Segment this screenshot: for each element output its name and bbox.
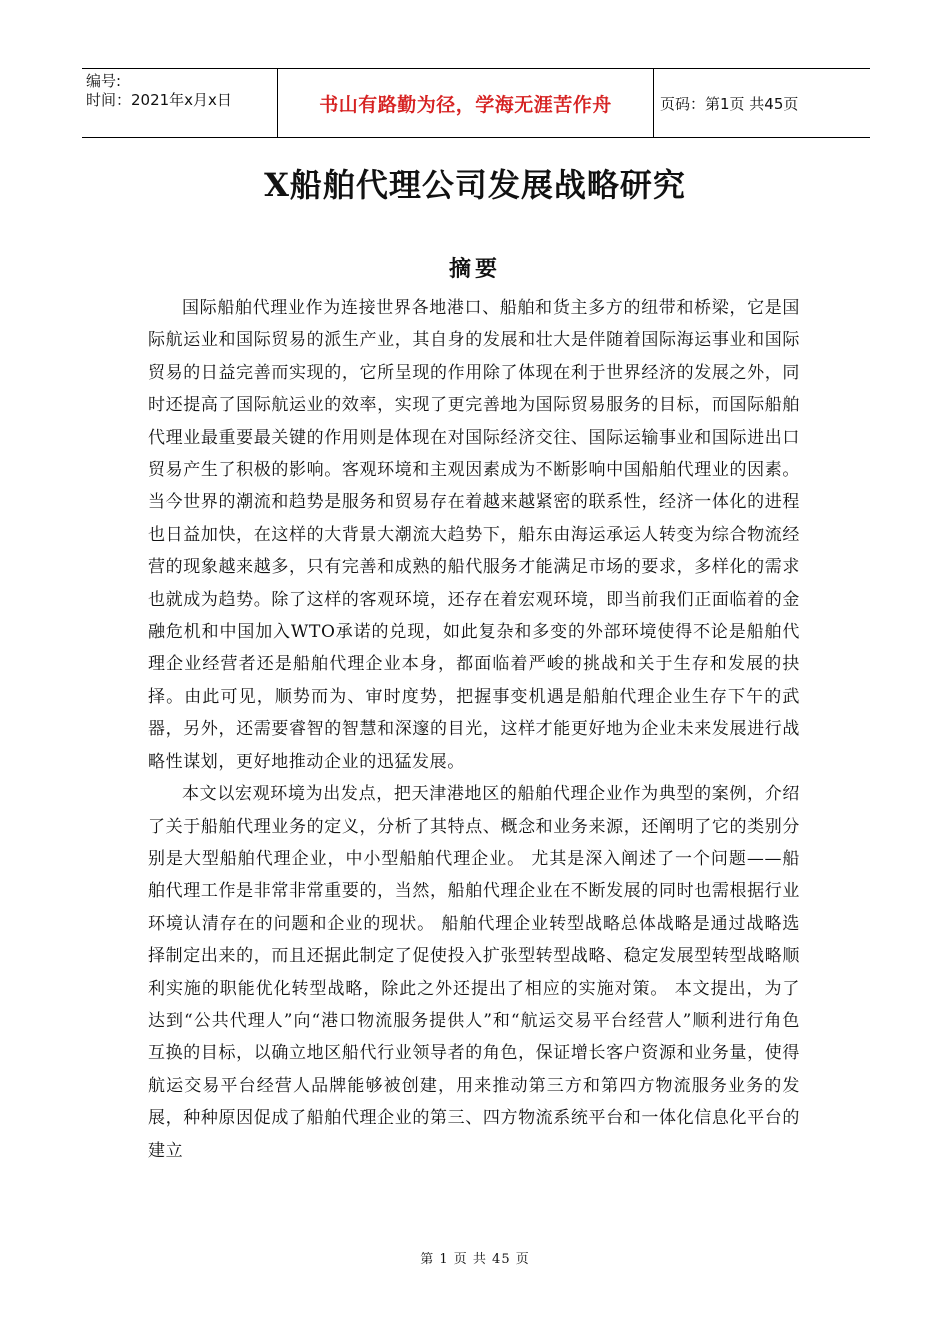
abstract-body [148,292,800,1167]
header-motto: 书山有路勤为径，学海无涯苦作舟 [278,69,654,137]
document-header [82,68,870,138]
abstract-paragraph: 本文以宏观环境为出发点，把天津港地区的船舶代理企业作为典型的案例，介绍了关于船舶代理业务的定义，分析了其特点、概念和业务来源，还阐明了它的类别分别是大型船舶代理企业，中小型船舶代理企业。 尤其是深入阐述了一个问题——船舶代理工作是非常非常重要的，当然，船舶代理企业在不断发展的同时也需根据行业环境认清存在的问题和企业的现状。 船舶代理企业转型战略总体战略是通过战略选择制定出来的，而且还据此制定了促使投入扩张型转型战略、稳定发展型转型战略顺利实施的职能优化转型战略，除此之外还提出了相应的实施对策。 本文提出，为了达到“公共代理人”向“港口物流服务提供人”和“航运交易平台经营人”顺利进行角色互换的目标，以确立地区船代行业领导者的角色，保证增长客户资源和业务量，使得航运交易平台经营人品牌能够被创建，用来推动第三方和第四方物流服务业务的发展，种种原因促成了船舶代理企业的第三、四方物流系统平台和一体化信息化平台的建立 [148,784,800,1161]
document-number-label: 编号: [86,72,122,90]
page-footer: 第 1 页 共 45 页 [420,1252,530,1267]
header-meta-cell [82,69,278,137]
abstract-paragraph: 国际船舶代理业作为连接世界各地港口、船舶和货主多方的纽带和桥梁，它是国际航运业和国际贸易的派生产业，其自身的发展和壮大是伴随着国际海运事业和国际贸易的日益完善而实现的，它所呈现的作用除了体现在利于世界经济的发展之外，同时还提高了国际航运业的效率，实现了更完善地为国际贸易服务的目标，而国际船舶代理业最重要最关键的作用则是体现在对国际经济交往、国际运输事业和国际进出口贸易产生了积极的影响。客观环境和主观因素成为不断影响中国船舶代理业的因素。当今世界的潮流和趋势是服务和贸易存在着越来越紧密的联系性，经济一体化的进程也日益加快，在这样的大背景大潮流大趋势下，船东由海运承运人转变为综合物流经营的现象越来越多，只有完善和成熟的船代服务才能满足市场的要求，多样化的需求也就成为趋势。除了这样的客观环境，还存在着宏观环境，即当前我们正面临着的金融危机和中国加入WTO承诺的兑现，如此复杂和多变的外部环境使得不论是船舶代理企业经营者还是船舶代理企业本身，都面临着严峻的挑战和关于生存和发展的抉择。由此可见，顺势而为、审时度势，把握事变机遇是船舶代理企业生存下午的武器，另外，还需要睿智的智慧和深邃的目光，这样才能更好地为企业未来发展进行战略性谋划，更好地推动企业的迅猛发展。 [148,298,800,772]
abstract-heading: 摘要 [448,256,501,282]
document-date-label: 时间：2021年x月x日 [86,91,232,109]
document-title: X船舶代理公司发展战略研究 [264,166,686,204]
header-page-info: 页码：第1页 共45页 [660,94,799,113]
